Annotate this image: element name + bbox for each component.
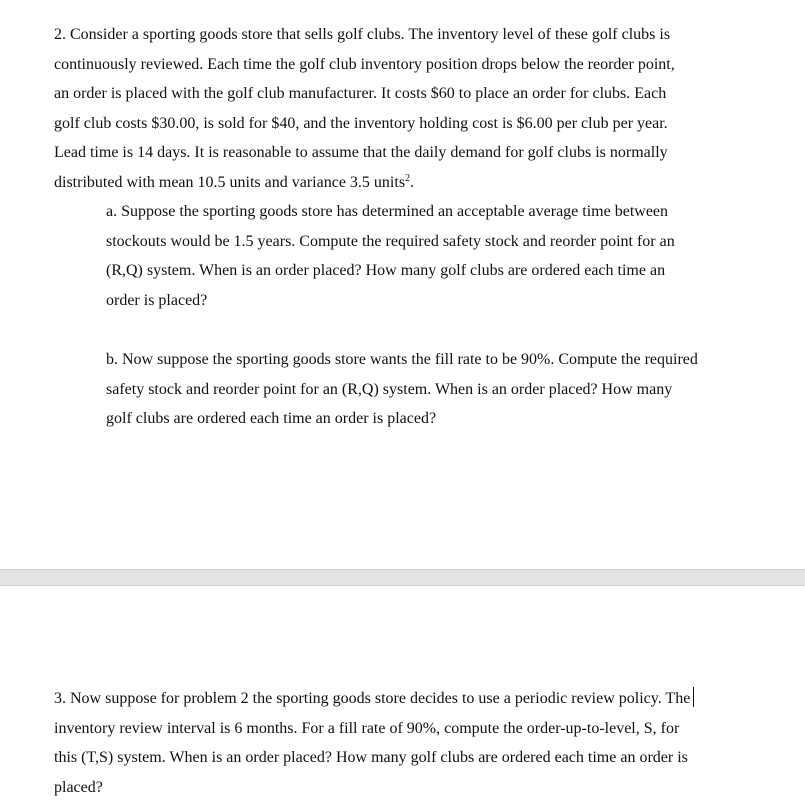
- text-line: this (T,S) system. When is an order placed? How many golf clubs are ordered each time an order is: [54, 749, 688, 767]
- part-a-paragraph[interactable]: [106, 197, 675, 315]
- text-line-with-superscript: [54, 168, 675, 198]
- text-line: safety stock and reorder point for an (R,Q) system. When is an order placed? How many: [106, 380, 673, 398]
- text-line: golf clubs are ordered each time an order is placed?: [106, 410, 437, 428]
- text-fragment: .: [410, 173, 415, 191]
- text-line: inventory review interval is 6 months. For a fill rate of 90%, compute the order-up-to-level, S, for: [54, 719, 680, 737]
- text-line: a. Suppose the sporting goods store has determined an acceptable average time between: [106, 203, 669, 220]
- problem-3-paragraph[interactable]: [54, 684, 694, 802]
- text-line: placed?: [54, 778, 103, 796]
- text-line-with-caret: [54, 684, 694, 714]
- part-b-paragraph[interactable]: [106, 345, 698, 434]
- problem-2-paragraph[interactable]: [54, 20, 675, 198]
- superscript: 2: [405, 172, 411, 184]
- text-line: continuously reviewed. Each time the golf club inventory position drops below the reorder point,: [54, 55, 675, 73]
- text-fragment: distributed with mean 10.5 units and variance 3.5 units: [54, 173, 406, 191]
- text-line: 2. Consider a sporting goods store that sells golf clubs. The inventory level of these golf clubs is: [54, 26, 671, 43]
- text-line: (R,Q) system. When is an order placed? How many golf clubs are ordered each time an: [106, 262, 666, 280]
- text-line: an order is placed with the golf club manufacturer. It costs $60 to place an order for clubs. Each: [54, 85, 667, 103]
- text-line: order is placed?: [106, 291, 208, 309]
- text-line: Lead time is 14 days. It is reasonable to assume that the daily demand for golf clubs is normally: [54, 144, 668, 162]
- text-cursor: [693, 687, 694, 707]
- page-break-separator: [0, 569, 805, 586]
- text-fragment: 3. Now suppose for problem 2 the sporting goods store decides to use a periodic review policy. The: [54, 690, 691, 707]
- text-line: golf club costs $30.00, is sold for $40, and the inventory holding cost is $6.00 per club per year.: [54, 114, 668, 132]
- text-line: stockouts would be 1.5 years. Compute the required safety stock and reorder point for an: [106, 232, 675, 250]
- text-line: b. Now suppose the sporting goods store wants the fill rate to be 90%. Compute the required: [106, 351, 698, 368]
